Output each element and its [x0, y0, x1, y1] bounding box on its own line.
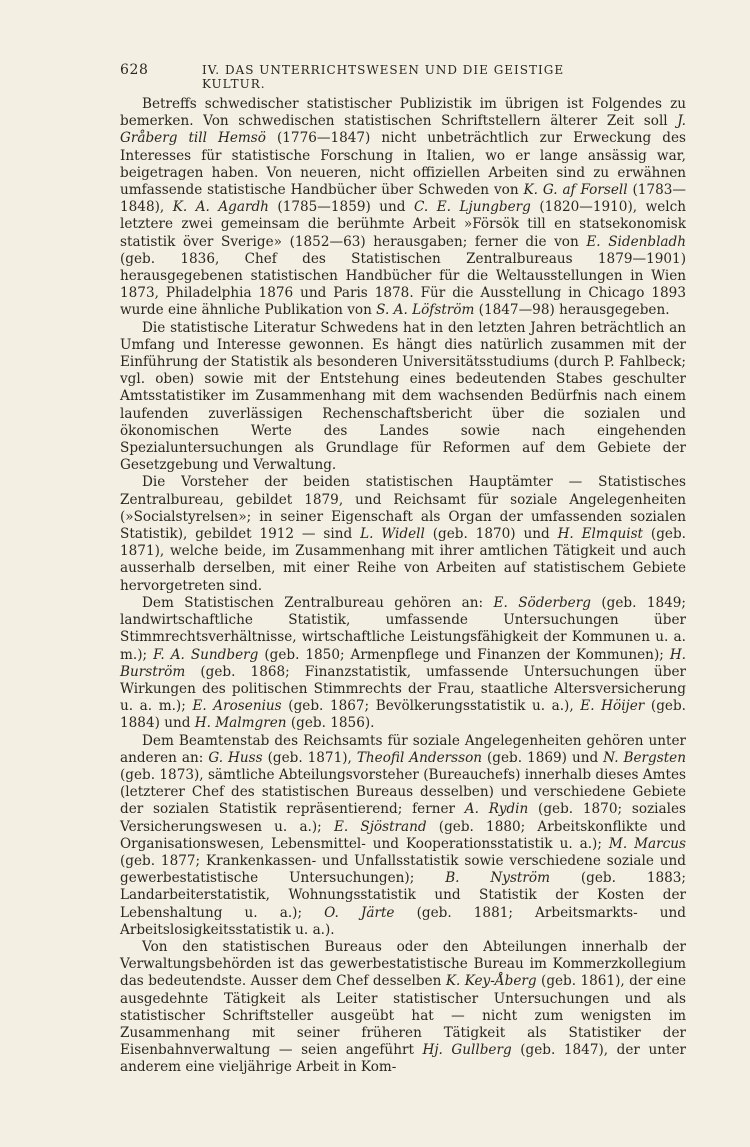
text-run: (geb. 1880; Arbeitskonflikte und Organisationswesen, Lebensmittel- und Kooperationsstatistik u. a.);: [120, 818, 687, 852]
text-run: Dem Statistischen Zentralbureau gehören an:: [142, 594, 494, 611]
text-run: (1785—1859) und: [268, 199, 414, 216]
text-run: (geb. 1871),: [262, 749, 357, 766]
italic-name: E. Sjöstrand: [333, 818, 427, 835]
italic-name: Hj. Gullberg: [422, 1042, 512, 1059]
text-run: (geb. 1870) und: [424, 526, 558, 543]
italic-name: Theofil Andersson: [356, 749, 483, 766]
text-run: (geb. 1871), welche beide, im Zusammenhang mit ihrer amtlichen Tätigkeit und auch ausserhalb derselben, mit einer Reihe von Arbeiten auf statistischem Gebiete hervorgetreten sind.: [120, 526, 686, 594]
text-run: Dem Beamtenstab des Reichsamts für soziale Angelegenheiten gehören unter anderen an:: [120, 732, 686, 766]
text-run: (geb. 1869) und: [482, 749, 604, 766]
text-run: (geb. 1884) und: [120, 698, 686, 732]
italic-name: E. Söderberg: [493, 594, 591, 611]
text-run: (geb. 1836, Chef des Statistischen Zentralbureaus 1879—1901) herausgegebenen statistischen Handbücher für die Weltausstellungen in Wien 1873, Philadelphia 1876 und Paris 1878. Für die Ausstellung in Chicago 1893 wurde eine ähnliche Publikation von: [120, 250, 686, 319]
italic-name: E. Sidenbladh: [586, 233, 686, 250]
text-run: (1776—1847) nicht unbeträchtlich zur Erweckung des Interesses für statistische Forschung in Italien, wo er lange ansässig war, beigetragen haben. Von neueren, nicht offiziellen Arbeiten sind zu erwähnen umfassende statistische Handbücher über Schweden von: [120, 130, 686, 199]
text-run: (1847—98) herausgegeben.: [474, 302, 670, 319]
italic-name: K. G. af Forsell: [523, 182, 628, 199]
text-run: (geb. 1883; Landarbeiterstatistik, Wohnungsstatistik und Statistik der Kosten der Lebenshaltung u. a.);: [120, 870, 687, 921]
italic-name: O. Järte: [324, 904, 395, 921]
italic-name: A. Rydin: [464, 801, 529, 818]
italic-name: E. Höijer: [580, 698, 645, 715]
text-run: Die statistische Literatur Schwedens hat in den letzten Jahren beträchtlich an Umfang und Interesse gewonnen. Es hängt dies natürlich zusammen mit der Einführung der Statistik als besonderen Universitätsstudiums (durch P. Fahlbeck; vgl. oben) sowie mit der Entstehung eines bedeutenden Stabes geschulter Amtsstatistiker im Zusammenhang mit dem wachsenden Bedürfnis nach einem laufenden zuverlässigen Rechenschaftsbericht über die sozialen und ökonomischen Werte des Landes sowie nach eingehenden Spezialuntersuchungen als Grundlage für Reformen auf dem Gebiete der Gesetzgebung und Verwaltung.: [120, 319, 686, 474]
paragraph: [120, 595, 686, 733]
italic-name: E. Arosenius: [192, 698, 282, 715]
italic-name: J. Gråberg till Hemsö: [120, 113, 686, 147]
text-run: (geb. 1850; Armenpflege und Finanzen der Kommunen);: [258, 646, 670, 663]
italic-name: H. Elmquist: [557, 526, 644, 543]
paragraph: [120, 320, 686, 475]
page-number: 628: [120, 62, 149, 78]
text-run: (1783—1848),: [120, 182, 686, 216]
text-run: (geb. 1849; landwirtschaftliche Statistik, umfassende Untersuchungen über Stimmrechtsverhältnisse, wirtschaftliche Leistungsfähigkeit der Kommunen u. a. m.);: [120, 594, 686, 663]
text-run: (geb. 1881; Arbeitsmarkts- und Arbeitslosigkeitsstatistik u. a.).: [120, 904, 686, 938]
text-run: (1820—1910), welch letztere zwei gemeinsam die berühmte Arbeit »Försök till en statsekonomisk statistik över Sverige» (1852—63) herausgaben; ferner die von: [120, 199, 686, 250]
italic-name: L. Widell: [360, 526, 425, 543]
text-run: (geb. 1877; Krankenkassen- und Unfallsstatistik sowie verschiedene soziale und gewerbestatistische Untersuchungen);: [120, 852, 686, 887]
paragraph: [120, 733, 686, 939]
text-run: Die Vorsteher der beiden statistischen Hauptämter — Statistisches Zentralbureau, gebildet 1879, und Reichsamt für soziale Angelegenheiten (»Socialstyrelsen»; in seiner Eigenschaft als Organ der umfassenden sozialen Statistik), gebildet 1912 — sind: [120, 474, 686, 543]
italic-name: G. Huss: [208, 749, 263, 766]
text-run: (geb. 1870; soziales Versicherungswesen u. a.);: [120, 801, 686, 835]
text-run: (geb. 1861), der eine ausgedehnte Tätigkeit als Leiter statistischer Untersuchungen und als statistischer Schriftsteller ausgeübt hat — nicht zum wenigsten im Zusammenhang mit seiner früheren Tätigkeit als Statistiker der Eisenbahnverwaltung — seien angeführt: [120, 973, 686, 1059]
italic-name: H. Burström: [120, 646, 686, 680]
paragraph: [120, 474, 686, 594]
page-header: [120, 62, 630, 91]
italic-name: B. Nyström: [445, 870, 550, 887]
body-text: [120, 96, 686, 1077]
paragraph: [120, 96, 686, 320]
running-head: IV. DAS UNTERRICHTSWESEN UND DIE GEISTIGE KULTUR.: [202, 63, 565, 91]
text-run: (geb. 1847), der unter anderem eine vieljährige Arbeit in Kom-: [120, 1042, 686, 1076]
italic-name: N. Bergsten: [603, 749, 686, 766]
italic-name: F. A. Sundberg: [153, 646, 259, 663]
paragraph: [120, 939, 686, 1077]
italic-name: K. A. Agardh: [172, 199, 269, 216]
text-run: (geb. 1856).: [286, 715, 375, 732]
italic-name: K. Key-Åberg: [445, 973, 537, 990]
text-run: (geb. 1873), sämtliche Abteilungsvorsteher (Bureauchefs) innerhalb dieses Amtes (letzterer Chef des statistischen Bureaus desselben) und verschiedene Gebiete der sozialen Statistik repräsentierend; ferner: [120, 766, 686, 818]
text-run: (geb. 1868; Finanzstatistik, umfassende Untersuchungen über Wirkungen des politischen Stimmrechts der Frau, staatliche Altersversicherung u. a. m.);: [120, 663, 686, 715]
text-run: (geb. 1867; Bevölkerungsstatistik u. a.),: [281, 698, 581, 715]
italic-name: C. E. Ljungberg: [414, 199, 531, 216]
text-run: Betreffs schwedischer statistischer Publizistik im übrigen ist Folgendes zu bemerken. Von schwedischen statistischen Schriftstellern älterer Zeit soll: [120, 96, 686, 130]
italic-name: S. A. Löfström: [376, 302, 475, 319]
italic-name: H. Malmgren: [194, 715, 287, 732]
text-run: Von den statistischen Bureaus oder den Abteilungen innerhalb der Verwaltungsbehörden ist das gewerbestatistische Bureau im Kommerzkollegium das bedeutendste. Ausser dem Chef desselben: [120, 938, 686, 990]
italic-name: M. Marcus: [608, 835, 686, 852]
